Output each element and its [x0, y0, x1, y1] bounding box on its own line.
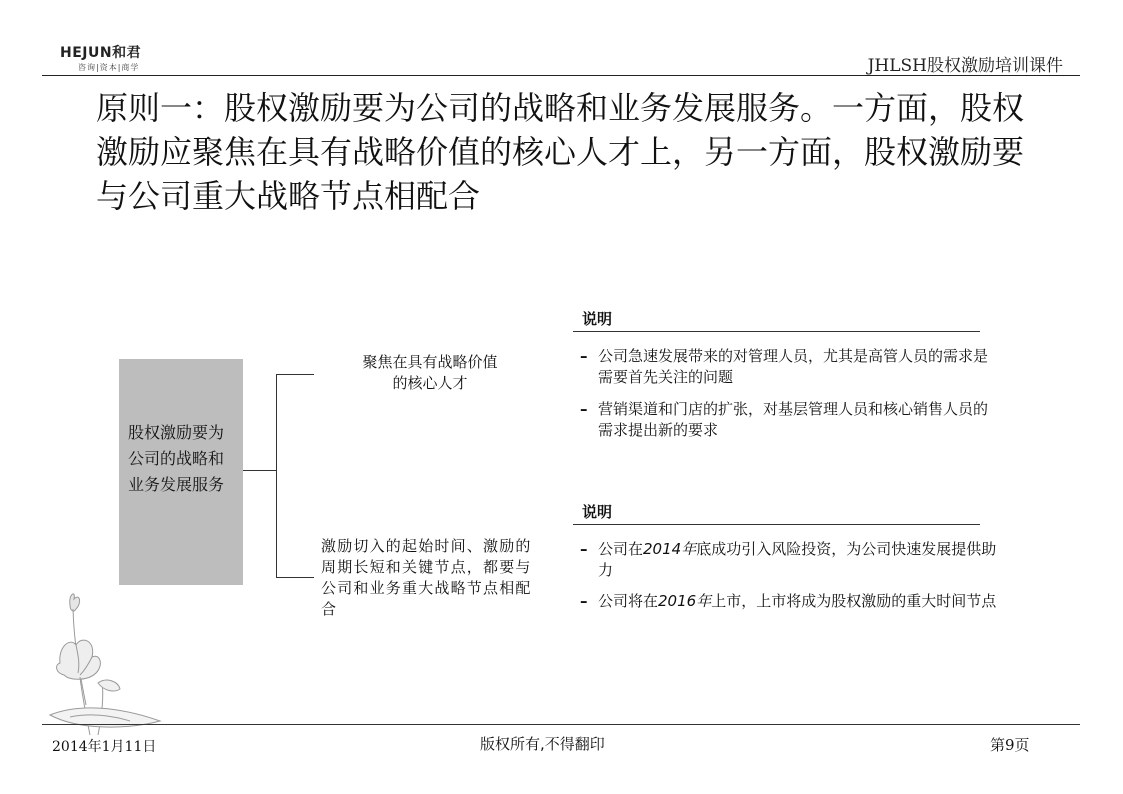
header-divider — [42, 75, 1080, 76]
page-number: 第9页 — [990, 736, 1030, 754]
branch-label-1-line1: 聚焦在具有战略价值 — [362, 353, 498, 371]
branch-label-2: 激励切入的起始时间、激励的周期长短和关键节点，都要与公司和业务重大战略节点相配合 — [321, 537, 532, 618]
connector-branch-1 — [276, 374, 314, 375]
bullet-text: 营销渠道和门店的扩张，对基层管理人员和核心销售人员的需求提出新的要求 — [598, 400, 989, 439]
panel-2-title: 说明 — [582, 503, 613, 521]
bullet-dash: – — [580, 592, 588, 610]
footer-divider — [42, 724, 1080, 725]
panel-1-rule — [573, 331, 980, 332]
branch-label-1-line2: 的核心人才 — [392, 374, 468, 392]
footer-date: 2014年1月11日 — [52, 739, 157, 755]
root-box-text: 股权激励要为公司的战略和业务发展服务 — [128, 423, 225, 494]
connector-vertical — [276, 374, 277, 578]
bullet-dash: – — [580, 400, 588, 418]
bullet-text-year: 2014年 — [643, 540, 697, 558]
bullet-text-post: 上市，上市将成为股权激励的重大时间节点 — [711, 592, 997, 610]
branch-label-1 — [330, 352, 530, 394]
bullet-text-year: 2016年 — [658, 592, 712, 610]
logo-subtitle: 咨询|资本|商学 — [78, 63, 140, 72]
bullet-text-pre: 公司在 — [598, 540, 644, 558]
panel-2-rule — [573, 524, 980, 525]
panel-1-bullet — [580, 346, 998, 388]
panel-1-title: 说明 — [582, 310, 613, 328]
bullet-text: 公司急速发展带来的对管理人员，尤其是高管人员的需求是需要首先关注的问题 — [598, 347, 989, 386]
connector-root — [243, 470, 276, 471]
panel-2-bullet — [580, 539, 998, 581]
hejun-logo — [60, 42, 190, 76]
panel-2-bullet — [580, 591, 998, 612]
course-title: JHLSH股权激励培训课件 — [867, 56, 1063, 76]
bullet-text-post: 底成功引入风险投资，为公司快速发展提供助力 — [598, 540, 997, 579]
bullet-text-pre: 公司将在 — [598, 592, 659, 610]
footer-copyright: 版权所有,不得翻印 — [480, 735, 605, 753]
lotus-icon — [40, 585, 190, 745]
bullet-dash: – — [580, 347, 588, 365]
bullet-dash: – — [580, 540, 588, 558]
connector-branch-2 — [276, 577, 314, 578]
logo-text: HEJUN和君 — [60, 45, 142, 61]
panel-1-bullet — [580, 399, 998, 441]
slide-headline: 原则一：股权激励要为公司的战略和业务发展服务。一方面，股权激励应聚焦在具有战略价值的核心人才上，另一方面，股权激励要与公司重大战略节点相配合 — [96, 89, 1025, 215]
